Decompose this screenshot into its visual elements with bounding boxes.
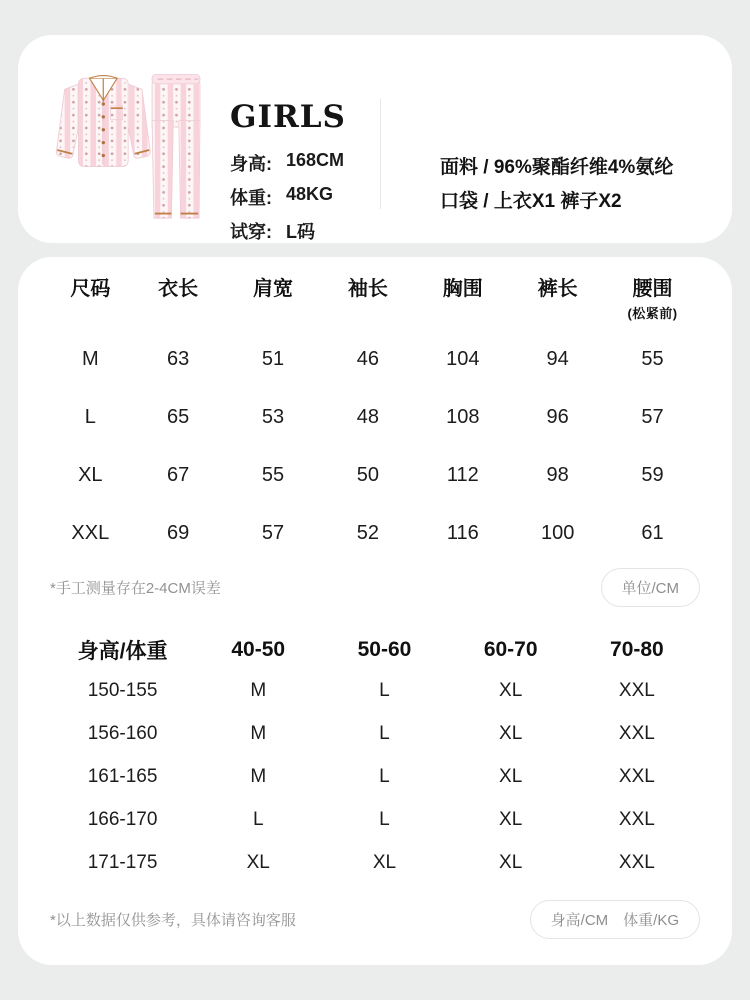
size-table-body	[18, 330, 732, 562]
size-table-cell: 94	[546, 347, 569, 370]
size-table-cell: 67	[166, 463, 190, 486]
fit-table-cell: XL	[246, 851, 270, 873]
model-height-value: 168CM	[286, 150, 345, 170]
info-divider	[380, 99, 381, 209]
fit-table-cell: L	[379, 679, 390, 701]
size-table-cell: 59	[641, 463, 664, 486]
size-table-cell: 98	[546, 463, 569, 486]
fit-table-row	[18, 755, 732, 798]
size-table-row-xxl	[18, 504, 732, 562]
fit-table	[18, 631, 732, 884]
fit-table-cell: XXL	[618, 765, 655, 787]
size-table-header-cell: 尺码	[70, 278, 111, 300]
size-cell: M	[81, 347, 99, 370]
fit-table-header-cell: 50-60	[357, 638, 412, 661]
unit-badge: 单位/CM	[601, 568, 701, 607]
fit-table-cell: XXL	[618, 679, 655, 701]
size-table	[18, 257, 732, 562]
size-table-cell: 116	[446, 521, 479, 544]
fit-table-header-cell: 身高/体重	[77, 640, 168, 663]
fit-table-cell: XL	[499, 808, 523, 830]
fit-table-header-cell: 60-70	[483, 638, 538, 661]
fabric-info	[440, 151, 673, 219]
size-table-row-m	[18, 330, 732, 388]
pocket-line: 口袋 / 上衣X1 裤子X2	[440, 191, 622, 212]
fit-table-cell: M	[250, 722, 267, 744]
fit-table-cell: XL	[499, 765, 523, 787]
size-cell: XXL	[71, 521, 110, 544]
size-table-cell: 69	[166, 521, 190, 544]
fabric-line: 面料 / 96%聚酯纤维4%氨纶	[440, 157, 674, 178]
size-table-cell: 46	[356, 347, 379, 370]
fit-table-row	[18, 712, 732, 755]
fit-table-footer	[18, 900, 732, 939]
model-info-row-size	[230, 218, 346, 244]
size-table-cell: 51	[261, 347, 285, 370]
fit-table-cell: XL	[499, 851, 523, 873]
size-table-header-cell: 裤长	[537, 278, 578, 300]
fit-table-cell: XL	[499, 722, 523, 744]
model-height-label: 身高:	[230, 154, 272, 174]
size-table-cell: 63	[166, 347, 190, 370]
size-table-cell: 108	[446, 405, 480, 428]
size-table-row-xl	[18, 446, 732, 504]
size-table-cell: 55	[641, 347, 664, 370]
size-table-cell: 112	[446, 463, 479, 486]
size-cell: XL	[78, 463, 103, 486]
size-table-cell: 61	[641, 521, 664, 544]
height-cell: 171-175	[87, 851, 158, 873]
size-table-cell: 57	[261, 521, 285, 544]
pajama-set-image	[30, 47, 230, 231]
fit-table-cell: XXL	[618, 808, 655, 830]
size-table-cell: 65	[166, 405, 190, 428]
size-table-cell: 55	[261, 463, 285, 486]
size-table-header-cell: 肩宽	[252, 278, 293, 300]
height-cell: 156-160	[87, 722, 158, 744]
model-weight-value: 48KG	[286, 184, 334, 204]
fit-table-cell: L	[252, 808, 264, 830]
height-cell: 166-170	[87, 808, 158, 830]
fit-table-cell: L	[379, 808, 390, 830]
size-table-header-cell-waist	[605, 277, 700, 326]
fit-table-cell: L	[379, 765, 390, 787]
size-table-row-l	[18, 388, 732, 446]
fit-table-header-cell: 40-50	[231, 638, 286, 661]
size-table-header-cell: 衣长	[158, 278, 199, 300]
fit-table-cell: XL	[372, 851, 397, 873]
product-info-card	[18, 35, 732, 243]
brand-title: GIRLS	[230, 99, 346, 135]
fit-table-header-cell: 70-80	[610, 638, 664, 661]
fit-table-header	[18, 631, 732, 669]
size-table-header-cell: 袖长	[347, 278, 388, 300]
fit-table-cell: L	[379, 722, 390, 744]
size-table-cell: 100	[540, 521, 575, 544]
fit-table-cell: M	[250, 679, 267, 701]
size-table-cell: 104	[446, 347, 480, 370]
fit-table-cell: XXL	[618, 851, 655, 873]
fit-table-cell: M	[250, 765, 267, 787]
model-trysize-value: L码	[286, 222, 315, 242]
measure-note: *手工测量存在2-4CM误差	[50, 580, 221, 597]
model-info-row-weight	[230, 184, 346, 210]
size-cell: L	[84, 405, 96, 428]
model-info	[230, 150, 346, 244]
size-table-cell: 57	[641, 405, 664, 428]
fit-table-row	[18, 841, 732, 884]
size-table-cell: 96	[546, 405, 569, 428]
size-table-header	[18, 277, 732, 326]
brand-block	[230, 99, 346, 244]
fit-table-cell: XXL	[618, 722, 655, 744]
size-table-header-cell: 胸围	[442, 278, 483, 300]
size-table-cell: 52	[356, 521, 379, 544]
model-info-row-height	[230, 150, 346, 176]
fit-table-body	[18, 669, 732, 884]
fit-unit-badge: 身高/CM 体重/KG	[530, 900, 700, 939]
model-trysize-label: 试穿:	[230, 222, 272, 242]
waist-header-label: 腰围	[632, 278, 673, 300]
model-weight-label: 体重:	[230, 188, 272, 208]
height-cell: 161-165	[87, 765, 158, 787]
fit-table-cell: XL	[499, 679, 523, 701]
fit-table-row	[18, 669, 732, 712]
size-table-cell: 48	[356, 405, 379, 428]
size-table-cell: 53	[261, 405, 285, 428]
size-chart-card	[18, 257, 732, 965]
size-table-cell: 50	[356, 463, 379, 486]
height-cell: 150-155	[87, 679, 158, 701]
size-table-footer	[18, 568, 732, 607]
fit-note: *以上数据仅供参考，具体请咨询客服	[50, 912, 296, 929]
waist-subnote: (松紧前)	[627, 306, 678, 321]
fit-table-row	[18, 798, 732, 841]
